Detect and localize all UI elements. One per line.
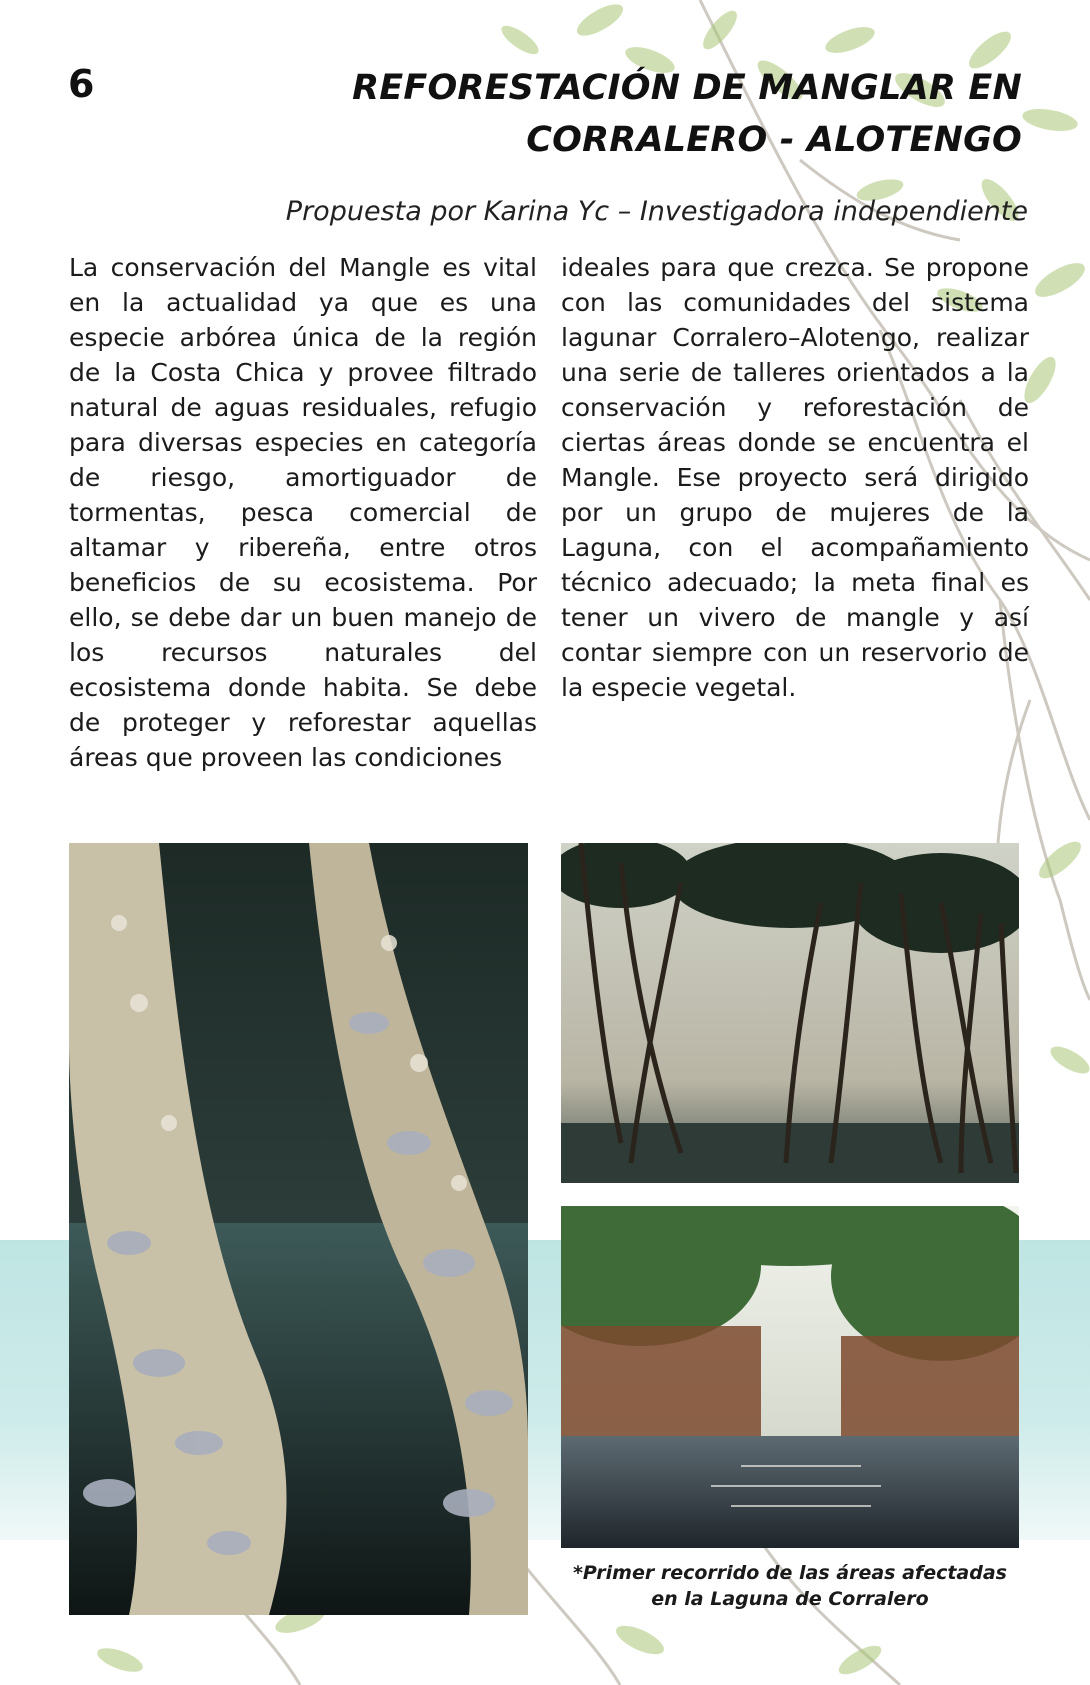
page-number: 6 <box>68 62 95 106</box>
author-subtitle: Propuesta por Karina Yc – Investigadora independiente <box>285 196 1028 227</box>
page-title-line-1: REFORESTACIÓN DE MANGLAR EN <box>352 68 1022 108</box>
mangrove-prop-roots-photo-icon <box>561 843 1019 1183</box>
photo-caption-line-2: en la Laguna de Corralero <box>651 1588 929 1610</box>
body-text-right-column: ideales para que crezca. Se propone con las comunidades del sistema lagunar Corralero–Alotengo, realizar una serie de talleres orientados a la conservación y reforestación de ciertas áreas donde se encuentra el Mangle. Ese proyecto será dirigido por un grupo de mujeres de la Laguna, con el acompañamiento técnico adecuado; la meta final es tener un vivero de mangle y así contar siempre con un reservorio de la especie vegetal. <box>561 253 1029 702</box>
photo-caption-line-1: *Primer recorrido de las áreas afectadas <box>573 1562 1007 1584</box>
mangrove-roots-with-mussels-photo-icon <box>69 843 528 1615</box>
mangrove-lagoon-channel-photo-icon <box>561 1206 1019 1548</box>
page-title <box>262 62 1022 166</box>
body-text-left-column: La conservación del Mangle es vital en la actualidad ya que es una especie arbórea única de la región de la Costa Chica y provee filtrado natural de aguas residuales, refugio para diversas especies en categoría de riesgo, amortiguador de tormentas, pesca comercial de altamar y ribereña, entre otros beneficios de su ecosistema. Por ello, se debe dar un buen manejo de los recursos naturales del ecosistema donde habita. Se debe de proteger y reforestar aquellas áreas que proveen las condiciones <box>69 253 537 772</box>
photo-caption <box>561 1560 1019 1612</box>
page-title-line-2: CORRALERO - ALOTENGO <box>526 120 1022 160</box>
